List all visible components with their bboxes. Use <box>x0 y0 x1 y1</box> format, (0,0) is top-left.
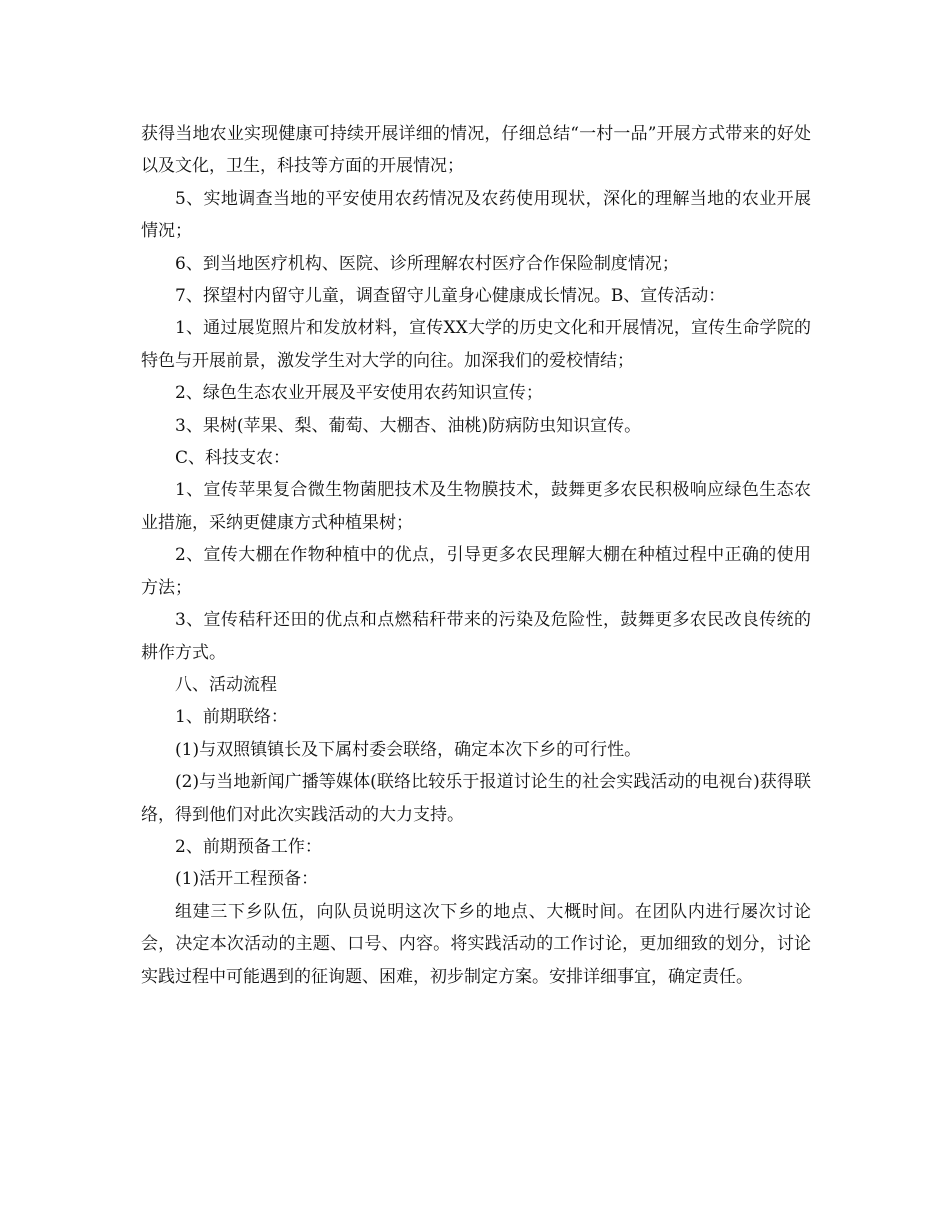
paragraph-9: 2、宣传大棚在作物种植中的优点，引导更多农民理解大棚在种植过程中正确的使用方法； <box>141 545 811 598</box>
paragraph-6: 3、果树(苹果、梨、葡萄、大棚杏、油桃)防病防虫知识宣传。 <box>175 415 642 436</box>
document-body <box>141 118 811 993</box>
paragraph-5: 2、绿色生态农业开展及平安使用农药知识宣传； <box>175 383 543 404</box>
paragraph-13: (1)与双照镇镇长及下属村委会联络，确定本次下乡的可行性。 <box>175 739 642 760</box>
paragraph-10: 3、宣传秸秆还田的优点和点燃秸秆带来的污染及危险性，鼓舞更多农民改良传统的耕作方式。 <box>141 610 811 663</box>
paragraph-15: 2、前期预备工作： <box>175 836 322 857</box>
paragraph-17: 组建三下乡队伍，向队员说明这次下乡的地点、大概时间。在团队内进行屡次讨论会，决定本次活动的主题、口号、内容。将实践活动的工作讨论，更加细致的划分，讨论实践过程中可能遇到的征询题、困难，初步制定方案。安排详细事宜，确定责任。 <box>141 901 811 987</box>
paragraph-3: 7、探望村内留守儿童，调查留守儿童身心健康成长情况。B、宣传活动： <box>175 286 726 307</box>
paragraph-16: (1)活开工程预备： <box>175 869 319 890</box>
paragraph-14: (2)与当地新闻广播等媒体(联络比较乐于报道讨论生的社会实践活动的电视台)获得联络，得到他们对此次实践活动的大力支持。 <box>141 772 811 825</box>
paragraph-7: C、科技支农： <box>175 448 291 469</box>
paragraph-1: 5、实地调查当地的平安使用农药情况及农药使用现状，深化的理解当地的农业开展情况； <box>141 188 811 242</box>
paragraph-0: 获得当地农业实现健康可持续开展详细的情况，仔细总结“一村一品”开展方式带来的好处以及文化，卫生，科技等方面的开展情况； <box>141 124 811 177</box>
paragraph-8: 1、宣传苹果复合微生物菌肥技术及生物膜技术，鼓舞更多农民积极响应绿色生态农业措施，采纳更健康方式种植果树； <box>141 480 811 533</box>
paragraph-12: 1、前期联络： <box>175 707 288 728</box>
paragraph-2: 6、到当地医疗机构、医院、诊所理解农村医疗合作保险制度情况； <box>175 253 679 274</box>
section-heading: 八、活动流程 <box>175 674 277 695</box>
paragraph-4: 1、通过展览照片和发放材料，宣传XX大学的历史文化和开展情况，宣传生命学院的特色与开展前景，激发学生对大学的向往。加深我们的爱校情结； <box>141 318 811 371</box>
